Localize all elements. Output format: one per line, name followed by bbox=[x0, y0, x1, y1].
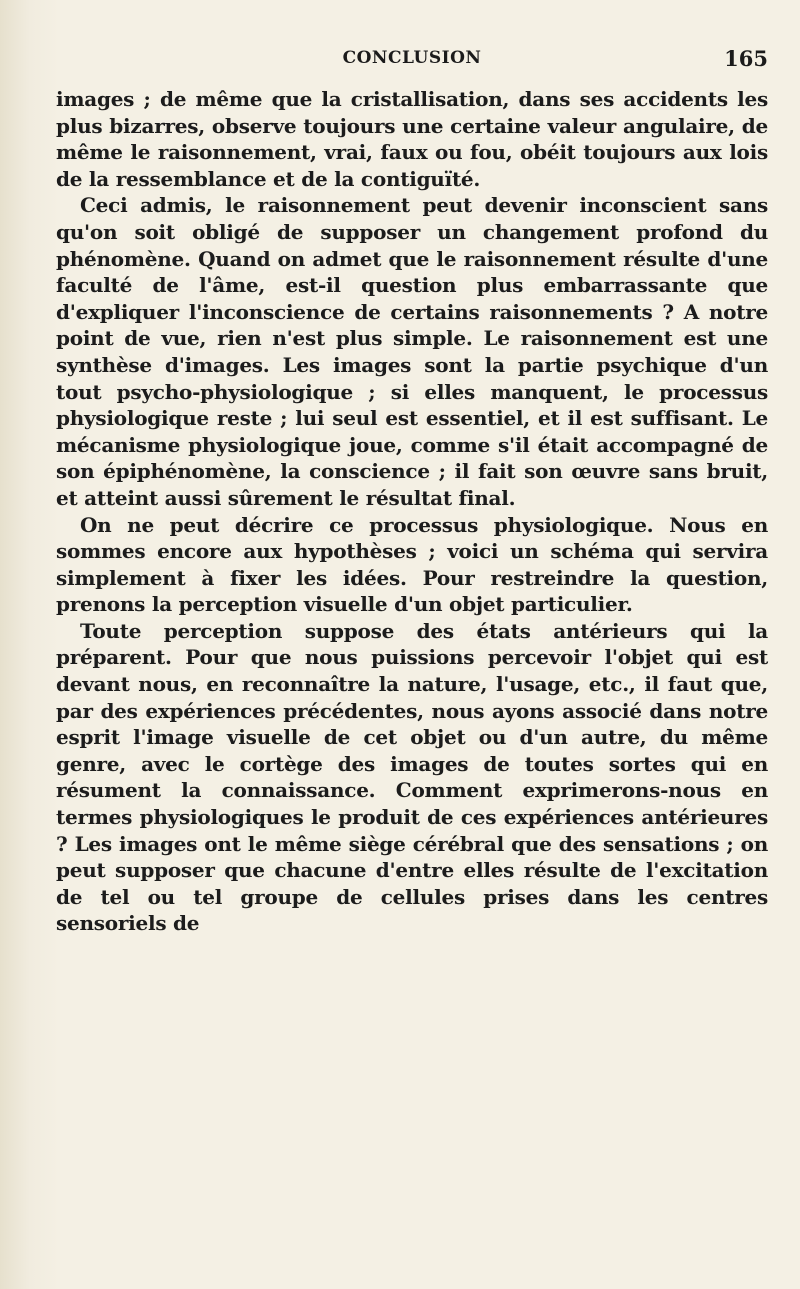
body-text bbox=[56, 86, 768, 937]
running-head: CONCLUSION bbox=[342, 48, 482, 68]
page-header bbox=[56, 46, 768, 76]
paragraph: Ceci admis, le raisonnement peut devenir inconscient sans qu'on soit obligé de supposer un changement profond du phénomène. Quand on admet que le raisonnement résulte d'une faculté de l'âme, est-il question plus embarrassante que d'expliquer l'inconscience de certains raisonnements ? A notre point de vue, rien n'est plus simple. Le raisonnement est une synthèse d'images. Les images sont la partie psychique d'un tout psycho-physiologique ; si elles manquent, le processus physiologique reste ; lui seul est essentiel, et il est suffisant. Le mécanisme physiologique joue, comme s'il était accompagné de son épiphénomène, la conscience ; il fait son œuvre sans bruit, et atteint aussi sûrement le résultat final. bbox=[56, 193, 768, 510]
paragraph: On ne peut décrire ce processus physiologique. Nous en sommes encore aux hypothèses ; voici un schéma qui servira simplement à fixer les idées. Pour restreindre la question, prenons la perception visuelle d'un objet particulier. bbox=[56, 512, 768, 617]
page-number: 165 bbox=[724, 46, 768, 71]
paragraph: Toute perception suppose des états antérieurs qui la préparent. Pour que nous puissions percevoir l'objet qui est devant nous, en reconnaître la nature, l'usage, etc., il faut que, par des expériences précédentes, nous ayons associé dans notre esprit l'image visuelle de cet objet ou d'un autre, du même genre, avec le cortège des images de toutes sortes qui en résument la connaissance. Comment exprimerons-nous en termes physiologiques le produit de ces expériences antérieures ? Les images ont le même siège cérébral que des sensations ; on peut supposer que chacune d'entre elles résulte de l'excitation de tel ou tel groupe de cellules prises dans les centres sensoriels de bbox=[56, 618, 768, 936]
paragraph-continued: images ; de même que la cristallisation, dans ses accidents les plus bizarres, observe toujours une certaine valeur angulaire, de même le raisonnement, vrai, faux ou fou, obéit toujours aux lois de la ressemblance et de la contiguïté. bbox=[56, 87, 768, 191]
